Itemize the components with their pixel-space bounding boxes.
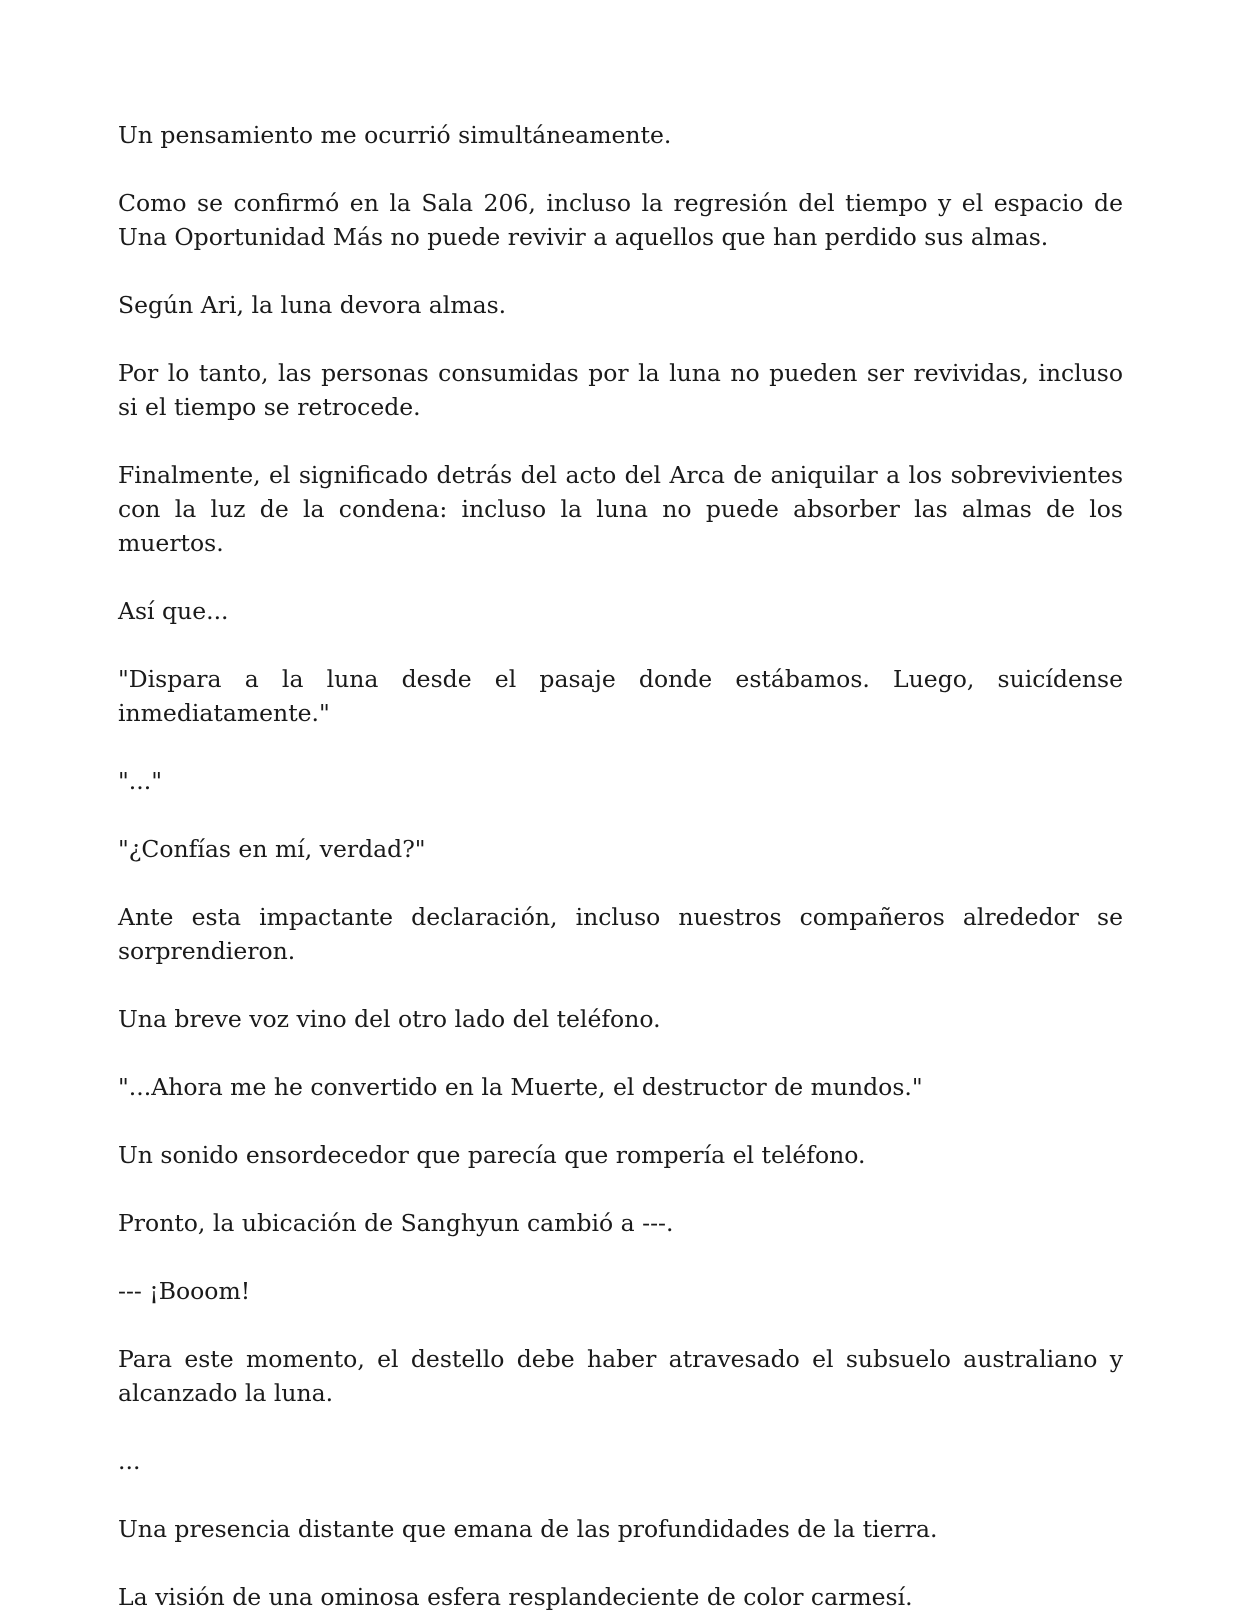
paragraph: Un sonido ensordecedor que parecía que rompería el teléfono. (118, 1141, 866, 1169)
paragraph: Una breve voz vino del otro lado del teléfono. (118, 1005, 661, 1033)
paragraph: Un pensamiento me ocurrió simultáneamente. (118, 121, 672, 149)
paragraph: Así que... (118, 597, 229, 625)
paragraph: "..." (118, 767, 163, 795)
paragraph: Según Ari, la luna devora almas. (118, 291, 507, 319)
paragraph: Finalmente, el significado detrás del acto del Arca de aniquilar a los sobrevivientes con la luz de la condena: incluso la luna no puede absorber las almas de los muertos. (118, 461, 1123, 557)
document-body (118, 118, 1123, 1617)
paragraph: --- ¡Booom! (118, 1277, 251, 1305)
paragraph: Por lo tanto, las personas consumidas por la luna no pueden ser revividas, incluso si el tiempo se retrocede. (118, 359, 1123, 421)
paragraph: Ante esta impactante declaración, incluso nuestros compañeros alrededor se sorprendieron. (118, 903, 1123, 965)
paragraph: Como se confirmó en la Sala 206, incluso la regresión del tiempo y el espacio de Una Oportunidad Más no puede revivir a aquellos que han perdido sus almas. (118, 189, 1123, 251)
paragraph: Para este momento, el destello debe haber atravesado el subsuelo australiano y alcanzado la luna. (118, 1345, 1123, 1407)
paragraph: Pronto, la ubicación de Sanghyun cambió a ---. (118, 1209, 674, 1237)
paragraph: "¿Confías en mí, verdad?" (118, 835, 426, 863)
paragraph: "Dispara a la luna desde el pasaje donde estábamos. Luego, suicídense inmediatamente." (118, 665, 1123, 727)
paragraph: Una presencia distante que emana de las profundidades de la tierra. (118, 1515, 938, 1543)
paragraph: ... (118, 1447, 141, 1475)
paragraph: La visión de una ominosa esfera resplandeciente de color carmesí. (118, 1583, 913, 1611)
paragraph: "...Ahora me he convertido en la Muerte, el destructor de mundos." (118, 1073, 923, 1101)
